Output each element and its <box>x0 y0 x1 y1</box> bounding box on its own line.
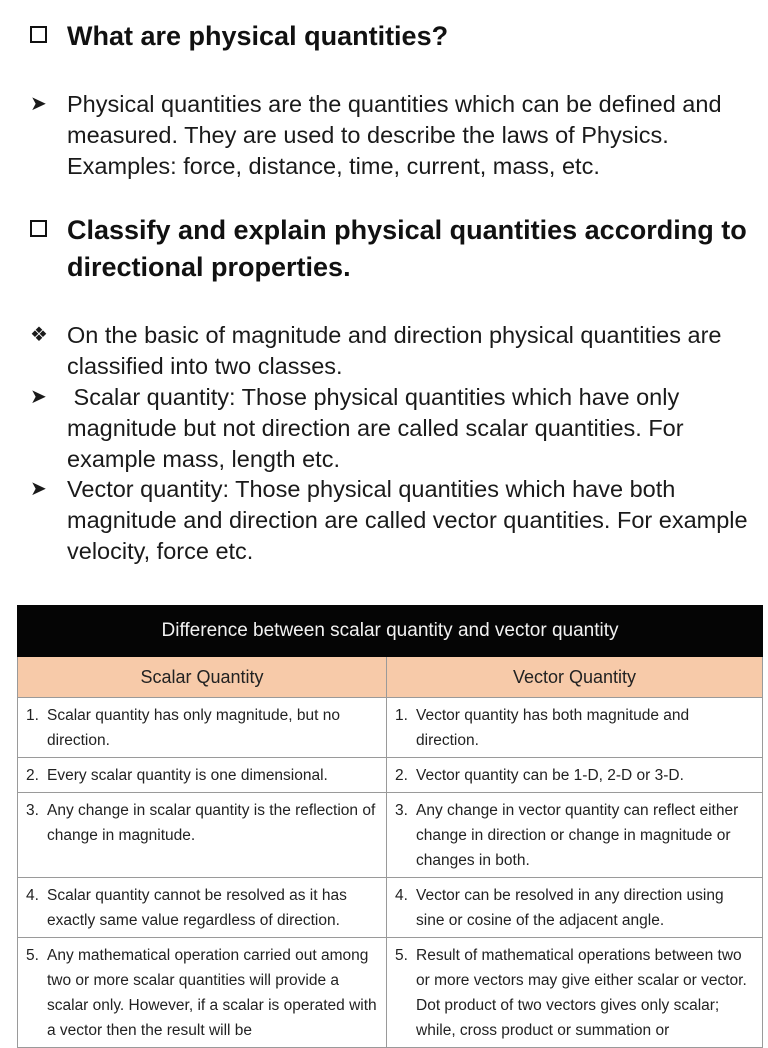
arrow-bullet-icon: ➤ <box>30 93 47 115</box>
checkbox-square-icon <box>30 26 47 43</box>
vector-cell <box>387 938 763 1048</box>
arrow-bullet-icon: ➤ <box>30 386 47 408</box>
row-number: 5. <box>26 947 39 964</box>
row-number: 2. <box>26 767 39 784</box>
checkbox-square-icon <box>30 220 47 237</box>
vector-cell <box>387 793 763 878</box>
scalar-cell-text: Any change in scalar quantity is the reflection of change in magnitude. <box>47 802 376 844</box>
scalar-bullet <box>30 382 754 475</box>
intro-text: On the basic of magnitude and direction physical quantities are classified into two classes. <box>67 322 722 379</box>
table-title: Difference between scalar quantity and vector quantity <box>18 606 763 657</box>
scalar-cell <box>18 698 387 758</box>
vector-bullet <box>30 474 754 567</box>
row-number: 2. <box>395 767 408 784</box>
vector-cell-text: Result of mathematical operations between two or more vectors may give either scalar or vector. Dot product of two vectors gives only scalar; while, cross product or summation or <box>416 947 747 1039</box>
row-number: 1. <box>26 707 39 724</box>
table-row <box>18 698 763 758</box>
table-row <box>18 878 763 938</box>
table-row <box>18 793 763 878</box>
vector-cell <box>387 878 763 938</box>
definition-bullet <box>30 89 754 182</box>
scalar-cell-text: Any mathematical operation carried out among two or more scalar quantities will provide a scalar only. However, if a scalar is operated with a vector then the result will be <box>47 947 377 1039</box>
vector-cell <box>387 758 763 793</box>
row-number: 3. <box>26 802 39 819</box>
column-header-vector: Vector Quantity <box>387 657 763 698</box>
vector-text: Vector quantity: Those physical quantities which have both magnitude and direction are called vector quantities. For example velocity, force etc. <box>67 476 748 564</box>
row-number: 3. <box>395 802 408 819</box>
vector-cell-text: Vector quantity can be 1-D, 2-D or 3-D. <box>416 767 684 784</box>
heading-text: Classify and explain physical quantities according to directional properties. <box>67 215 747 282</box>
arrow-bullet-icon: ➤ <box>30 478 47 500</box>
heading-text: What are physical quantities? <box>67 21 449 51</box>
scalar-cell <box>18 793 387 878</box>
scalar-text: Scalar quantity: Those physical quantities which have only magnitude but not direction are called scalar quantities. For example mass, length etc. <box>67 384 691 472</box>
definition-text: Physical quantities are the quantities which can be defined and measured. They are used to describe the laws of Physics. Examples: force, distance, time, current, mass, etc. <box>67 91 722 179</box>
vector-cell-text: Vector can be resolved in any direction using sine or cosine of the adjacent angle. <box>416 887 724 929</box>
table-header-row <box>18 657 763 698</box>
heading-classify <box>30 212 768 286</box>
table-row <box>18 758 763 793</box>
row-number: 1. <box>395 707 408 724</box>
vector-cell-text: Vector quantity has both magnitude and direction. <box>416 707 690 749</box>
row-number: 4. <box>26 887 39 904</box>
vector-cell-text: Any change in vector quantity can reflect either change in direction or change in magnitude or changes in both. <box>416 802 739 869</box>
column-header-scalar: Scalar Quantity <box>18 657 387 698</box>
scalar-cell-text: Every scalar quantity is one dimensional. <box>47 767 328 784</box>
comparison-table <box>17 605 763 1048</box>
row-number: 5. <box>395 947 408 964</box>
scalar-cell <box>18 758 387 793</box>
heading-physical-quantities <box>30 18 448 55</box>
row-number: 4. <box>395 887 408 904</box>
scalar-cell <box>18 878 387 938</box>
scalar-cell-text: Scalar quantity cannot be resolved as it has exactly same value regardless of direction. <box>47 887 347 929</box>
scalar-cell-text: Scalar quantity has only magnitude, but no direction. <box>47 707 340 749</box>
intro-bullet <box>30 320 754 382</box>
scalar-cell <box>18 938 387 1048</box>
table-title-row <box>18 606 763 657</box>
table-row <box>18 938 763 1048</box>
four-diamond-bullet-icon: ❖ <box>30 324 48 346</box>
vector-cell <box>387 698 763 758</box>
